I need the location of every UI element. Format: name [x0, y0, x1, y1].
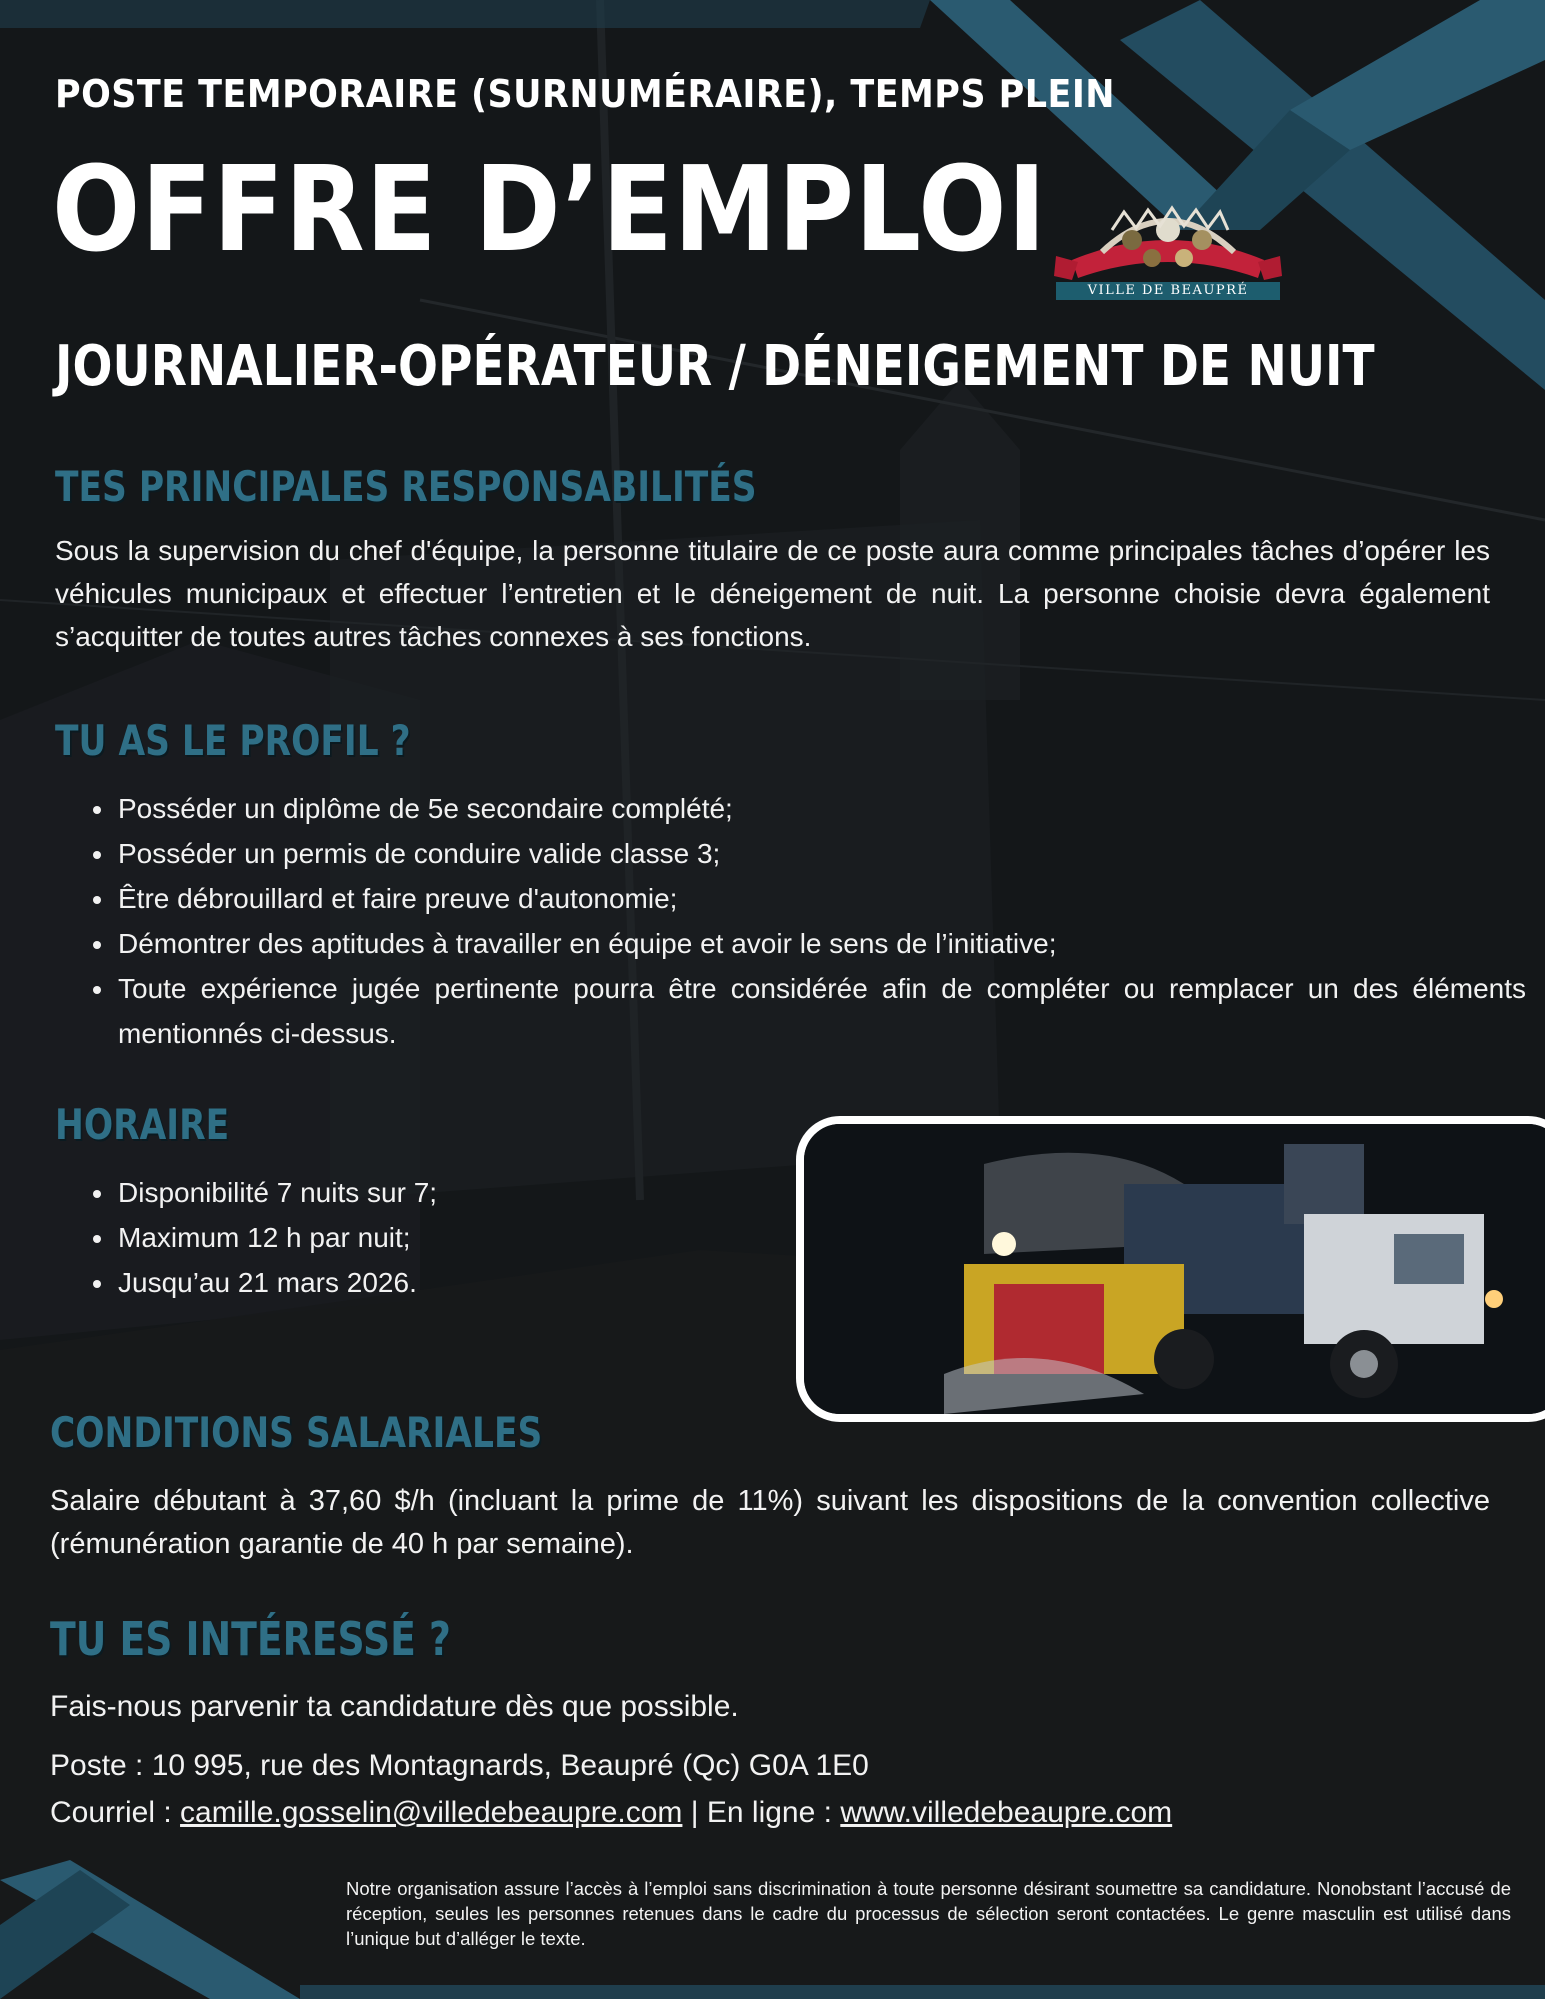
online-label: | En ligne :: [682, 1796, 841, 1829]
position-type: POSTE TEMPORAIRE (SURNUMÉRAIRE), TEMPS PLEIN: [55, 72, 1116, 116]
list-item: • Toute expérience jugée pertinente pourra être considérée afin de compléter ou remplacer un des éléments mentionnés ci-dessus.: [116, 966, 1526, 1056]
list-item: • Être débrouillard et faire preuve d'autonomie;: [116, 876, 1526, 921]
salary-text: Salaire débutant à 37,60 $/h (incluant la prime de 11%) suivant les dispositions de la convention collective (rémunération garantie de 40 h par semaine).: [50, 1485, 1490, 1560]
list-item: • Jusqu’au 21 mars 2026.: [116, 1260, 766, 1305]
job-title: JOURNALIER-OPÉRATEUR / DÉNEIGEMENT DE NUIT: [55, 334, 1375, 399]
salary-heading: CONDITIONS SALARIALES: [50, 1408, 543, 1457]
list-item: • Posséder un permis de conduire valide classe 3;: [116, 831, 1526, 876]
logo-caption: VILLE DE BEAUPRÉ: [1056, 282, 1280, 300]
schedule-heading: HORAIRE: [55, 1100, 230, 1149]
list-item: • Disponibilité 7 nuits sur 7;: [116, 1170, 766, 1215]
apply-intro: Fais-nous parvenir ta candidature dès que possible.: [50, 1690, 739, 1723]
email-label: Courriel :: [50, 1796, 181, 1829]
list-item: • Démontrer des aptitudes à travailler en équipe et avoir le sens de l’initiative;: [116, 921, 1526, 966]
website-link[interactable]: www.villedebeaupre.com: [840, 1796, 1173, 1829]
profile-list: [80, 786, 1526, 1056]
apply-heading: TU ES INTÉRESSÉ ?: [50, 1612, 451, 1666]
list-item: • Maximum 12 h par nuit;: [116, 1215, 766, 1260]
schedule-list: [80, 1170, 766, 1305]
list-item: • Posséder un diplôme de 5e secondaire complété;: [116, 786, 1526, 831]
contact-line: [50, 1796, 1172, 1830]
snow-removal-photo: [796, 1116, 1545, 1422]
profile-heading: TU AS LE PROFIL ?: [55, 716, 411, 765]
page-title: OFFRE D’EMPLOI: [52, 140, 1047, 278]
email-link[interactable]: camille.gosselin@villedebeaupre.com: [180, 1796, 683, 1829]
responsibilities-heading: TES PRINCIPALES RESPONSABILITÉS: [55, 462, 757, 511]
disclaimer: Notre organisation assure l’accès à l’emploi sans discrimination à toute personne désirant soumettre sa candidature. Nonobstant l’accusé de réception, seules les personnes retenues dans le cadre du processus de sélection seront contactées. Le genre masculin est utilisé dans l’unique but d’alléger le texte.: [346, 1878, 1511, 1949]
responsibilities-text: Sous la supervision du chef d'équipe, la personne titulaire de ce poste aura comme principales tâches d’opérer les véhicules municipaux et effectuer l’entretien et le déneigement de nuit. La personne choisie devra également s’acquitter de toutes autres tâches connexes à ses fonctions.: [55, 535, 1490, 652]
mail-address: Poste : 10 995, rue des Montagnards, Beaupré (Qc) G0A 1E0: [50, 1749, 869, 1782]
